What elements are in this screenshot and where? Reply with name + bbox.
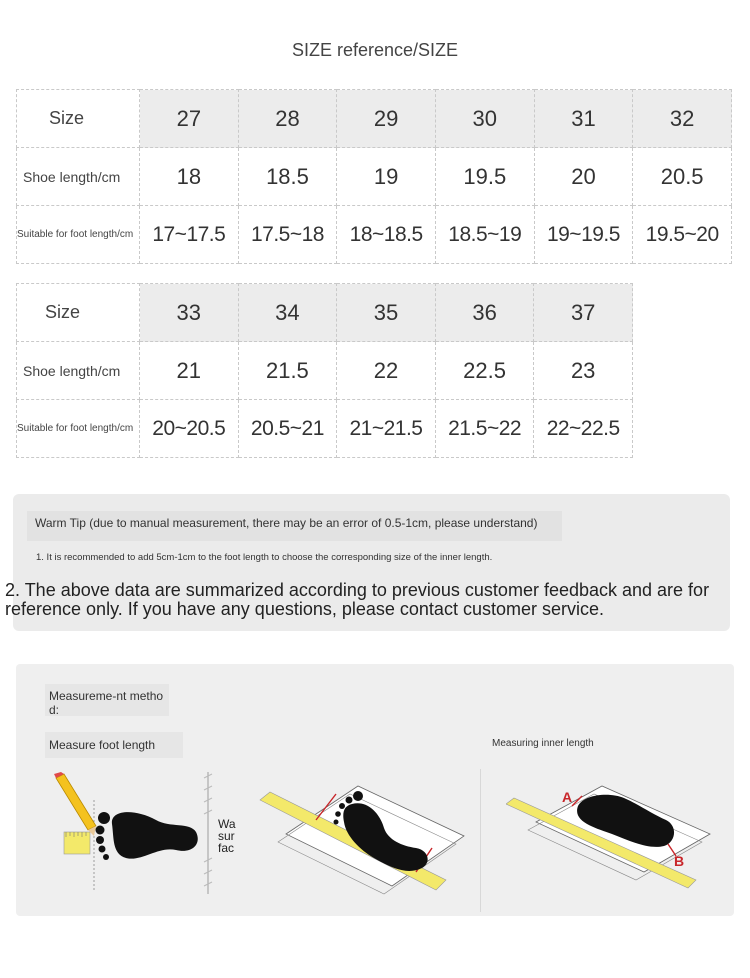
- foot-length-cell: 21.5~22: [435, 400, 534, 458]
- foot-length-cell: 20.5~21: [238, 400, 337, 458]
- row-label-size: Size: [17, 90, 140, 148]
- foot-paper-illustration: [256, 776, 466, 896]
- shoe-length-cell: 20.5: [633, 148, 732, 206]
- row-label-size: Size: [17, 284, 140, 342]
- shoe-length-cell: 18.5: [238, 148, 337, 206]
- measurement-method-label: Measureme-nt method:: [45, 684, 169, 716]
- foot-length-cell: 19.5~20: [633, 206, 732, 264]
- size-cell: 29: [337, 90, 436, 148]
- shoe-length-cell: 21.5: [238, 342, 337, 400]
- measure-foot-length-label: Measure foot length: [45, 732, 183, 758]
- point-a-label: A: [562, 789, 573, 805]
- insole-illustration: [506, 776, 716, 896]
- point-b-label: B: [674, 853, 685, 869]
- foot-length-cell: 17~17.5: [140, 206, 239, 264]
- tip-item-1: 1. It is recommended to add 5cm-1cm to the foot length to choose the corresponding size of the inner length.: [36, 552, 493, 563]
- warm-tip-heading: Warm Tip (due to manual measurement, there may be an error of 0.5-1cm, please understand): [27, 511, 562, 541]
- foot-length-cell: 19~19.5: [534, 206, 633, 264]
- table-row-size: [17, 284, 633, 342]
- footprint-icon: [96, 812, 198, 860]
- size-cell: 28: [238, 90, 337, 148]
- size-cell: 35: [337, 284, 436, 342]
- row-label-foot-length: Suitable for foot length/cm: [17, 400, 140, 458]
- shoe-length-cell: 19: [337, 148, 436, 206]
- size-cell: 30: [435, 90, 534, 148]
- table-row-shoe-length: [17, 148, 732, 206]
- wall-text: [218, 818, 236, 854]
- wall-icon: [204, 772, 212, 894]
- shoe-length-cell: 22: [337, 342, 436, 400]
- table-row-foot-length: [17, 206, 732, 264]
- size-cell: 36: [435, 284, 534, 342]
- shoe-length-cell: 20: [534, 148, 633, 206]
- shoe-length-cell: 18: [140, 148, 239, 206]
- foot-length-cell: 21~21.5: [337, 400, 436, 458]
- measurement-method-box: [16, 664, 734, 916]
- row-label-foot-length: Suitable for foot length/cm: [17, 206, 140, 264]
- size-cell: 37: [534, 284, 633, 342]
- shoe-length-cell: 21: [140, 342, 239, 400]
- wall-text-line: Wa: [218, 818, 236, 831]
- foot-length-cell: 18.5~19: [435, 206, 534, 264]
- size-cell: 33: [140, 284, 239, 342]
- shoe-length-cell: 19.5: [435, 148, 534, 206]
- size-cell: 32: [633, 90, 732, 148]
- foot-wall-illustration: [46, 772, 246, 902]
- wall-text-line: fac: [218, 841, 235, 854]
- shoe-length-cell: 22.5: [435, 342, 534, 400]
- tip-item-2: 2. The above data are summarized according to previous customer feedback and are for reference only. If you have any questions, please contact customer service.: [5, 580, 710, 619]
- table-row-foot-length: [17, 400, 633, 458]
- row-label-shoe-length: Shoe length/cm: [17, 148, 140, 206]
- size-table-2: [16, 283, 633, 458]
- size-cell: 34: [238, 284, 337, 342]
- foot-length-cell: 20~20.5: [140, 400, 239, 458]
- foot-length-cell: 22~22.5: [534, 400, 633, 458]
- foot-length-cell: 18~18.5: [337, 206, 436, 264]
- size-cell: 27: [140, 90, 239, 148]
- wall-text-line: sur: [218, 829, 235, 843]
- measure-inner-length-label: Measuring inner length: [492, 738, 594, 749]
- ruler-icon: [64, 832, 90, 854]
- table-row-shoe-length: [17, 342, 633, 400]
- size-cell: 31: [534, 90, 633, 148]
- divider: [480, 769, 481, 912]
- shoe-length-cell: 23: [534, 342, 633, 400]
- row-label-shoe-length: Shoe length/cm: [17, 342, 140, 400]
- table-row-size: [17, 90, 732, 148]
- foot-length-cell: 17.5~18: [238, 206, 337, 264]
- page-title: SIZE reference/SIZE: [291, 40, 459, 60]
- size-table-1: [16, 89, 732, 264]
- pencil-icon: [54, 772, 96, 836]
